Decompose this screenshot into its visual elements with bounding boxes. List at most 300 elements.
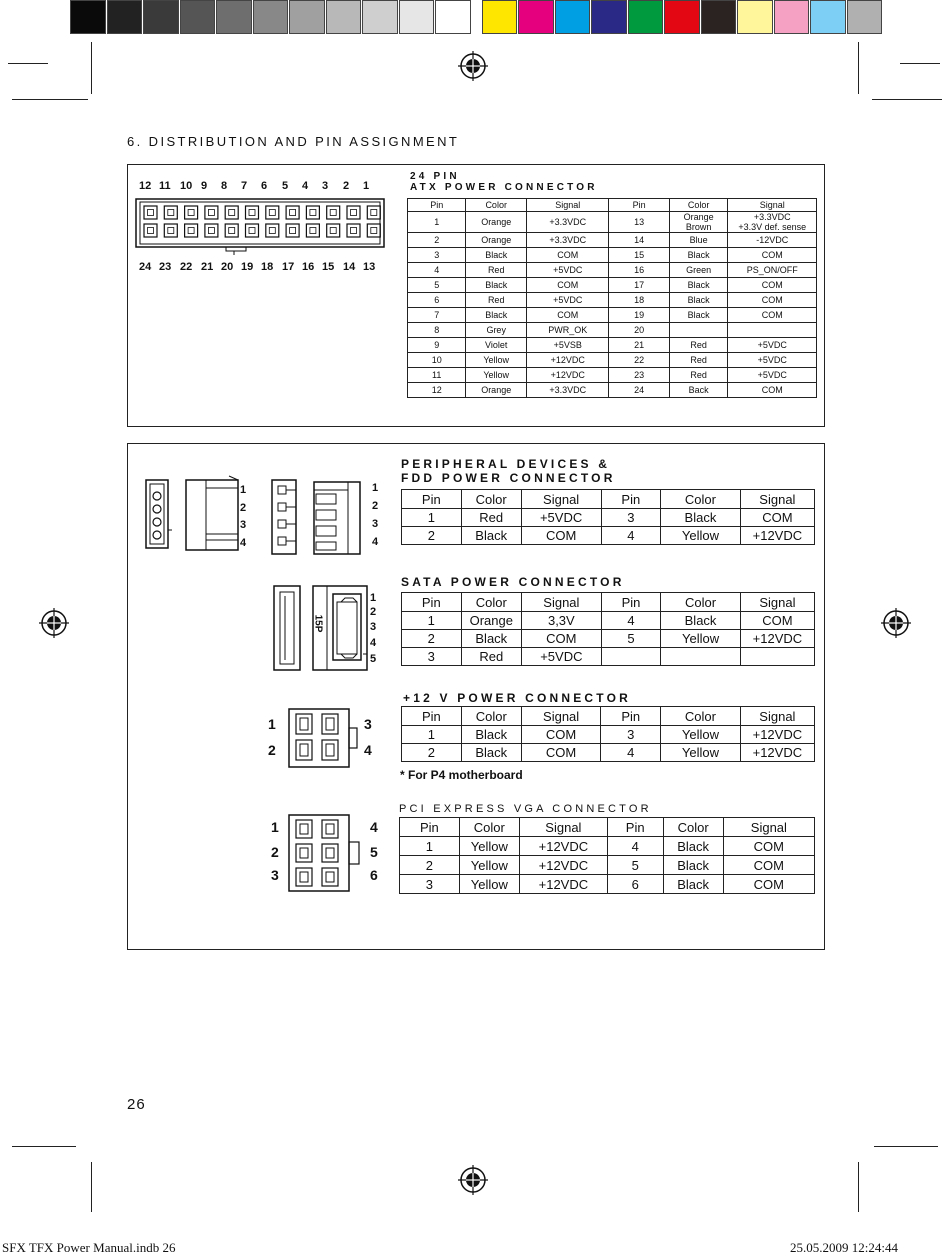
table-cell: 2 (402, 744, 462, 762)
table-row (400, 856, 815, 875)
peripheral-title-line2: FDD POWER CONNECTOR (401, 471, 616, 485)
color-swatch (180, 0, 216, 34)
sata-pin-table (401, 592, 815, 666)
table-cell: Black (461, 726, 521, 744)
table-cell: 2 (400, 856, 460, 875)
crop-mark (900, 63, 940, 64)
table-cell: +3.3VDC +3.3V def. sense (728, 212, 817, 233)
table-cell: Orange (466, 383, 527, 398)
pin-socket-inner (269, 210, 275, 216)
table-cell: Green (669, 263, 728, 278)
table-cell (740, 648, 814, 666)
swatch-gap (472, 0, 482, 38)
table-header-row (402, 593, 815, 612)
table-cell: COM (723, 875, 814, 894)
table-cell: COM (740, 509, 814, 527)
fdd-connector-icon (268, 476, 368, 556)
table-row (408, 263, 817, 278)
column-header: Signal (521, 490, 601, 509)
pin-socket (205, 206, 218, 219)
pin-number: 2 (372, 500, 379, 512)
p12v-title: +12 V POWER CONNECTOR (403, 691, 632, 705)
table-cell: 4 (601, 612, 661, 630)
p12v-connector-icon (286, 706, 360, 770)
pin-socket (347, 206, 360, 219)
table-cell: 4 (607, 837, 663, 856)
pin-socket-inner (330, 228, 336, 234)
pin-socket-inner (148, 210, 154, 216)
table-cell: Yellow (661, 726, 741, 744)
table-cell: 10 (408, 353, 466, 368)
table-cell: 5 (607, 856, 663, 875)
pin-number: 4 (302, 180, 309, 192)
table-row (400, 837, 815, 856)
table-cell: 24 (609, 383, 669, 398)
page-number: 26 (127, 1096, 146, 1113)
pcie-connector-icon (286, 812, 366, 894)
table-cell: 4 (408, 263, 466, 278)
table-cell: Grey (466, 323, 527, 338)
pin-number: 19 (241, 261, 254, 273)
pin-number: 8 (221, 180, 228, 192)
color-swatch (143, 0, 179, 34)
pin-socket-inner (371, 228, 377, 234)
table-cell: COM (740, 612, 814, 630)
pin-socket-inner (229, 228, 235, 234)
pin-socket (144, 224, 157, 237)
table-cell: Red (466, 263, 527, 278)
table-cell: 3 (601, 509, 661, 527)
atx24-pin-table (407, 198, 817, 398)
column-header: Signal (740, 707, 814, 726)
column-header: Signal (522, 593, 602, 612)
crop-mark (872, 99, 942, 100)
table-cell: COM (527, 278, 609, 293)
pin-socket (225, 224, 238, 237)
pin-number: 2 (370, 606, 377, 618)
column-header: Color (669, 199, 728, 212)
table-cell: +5VDC (522, 648, 602, 666)
table-cell: +5VDC (728, 368, 817, 383)
crop-mark (8, 63, 48, 64)
table-cell: 1 (408, 212, 466, 233)
pcie-title: PCI EXPRESS VGA CONNECTOR (399, 803, 652, 815)
table-cell: Blue (669, 233, 728, 248)
table-cell: 1 (402, 726, 462, 744)
table-cell: COM (728, 278, 817, 293)
pin-number: 1 (268, 716, 276, 732)
table-row (408, 248, 817, 263)
table-cell: -12VDC (728, 233, 817, 248)
pin-socket (185, 224, 198, 237)
table-cell: Black (466, 248, 527, 263)
pin-number: 3 (372, 518, 379, 530)
pin-socket-inner (330, 210, 336, 216)
pin-number: 2 (268, 742, 276, 758)
table-cell: Black (669, 293, 728, 308)
column-header: Pin (601, 707, 661, 726)
pin-socket-inner (249, 210, 255, 216)
table-cell: +12VDC (740, 744, 814, 762)
color-swatch (435, 0, 471, 34)
table-row (400, 875, 815, 894)
table-cell: COM (527, 308, 609, 323)
column-header: Pin (601, 490, 661, 509)
pin-number: 5 (370, 844, 378, 860)
sata-label-15p: 15P (312, 614, 324, 633)
color-swatch (737, 0, 773, 34)
pin-number: 23 (159, 261, 172, 273)
table-cell: COM (723, 856, 814, 875)
color-swatch (216, 0, 252, 34)
footer-timestamp: 25.05.2009 12:24:44 (790, 1240, 898, 1255)
table-cell: 3 (601, 726, 661, 744)
pcie-pin-table (399, 817, 815, 894)
pin-number: 4 (370, 819, 378, 835)
table-cell: +5VDC (527, 293, 609, 308)
table-cell: 20 (609, 323, 669, 338)
table-cell: COM (728, 383, 817, 398)
table-cell: +12VDC (519, 837, 607, 856)
table-cell: 9 (408, 338, 466, 353)
pin-number: 3 (364, 716, 372, 732)
table-cell: 6 (408, 293, 466, 308)
table-cell: 1 (402, 509, 462, 527)
table-cell: 1 (400, 837, 460, 856)
pin-socket (266, 206, 279, 219)
pin-number: 5 (282, 180, 289, 192)
pin-number: 3 (271, 867, 279, 883)
table-cell: Orange (466, 212, 527, 233)
column-header: Pin (601, 593, 661, 612)
table-cell: PS_ON/OFF (728, 263, 817, 278)
table-cell: +12VDC (519, 856, 607, 875)
table-cell: 3,3V (522, 612, 602, 630)
table-cell: Red (461, 648, 521, 666)
table-cell: Black (663, 837, 723, 856)
pin-number: 5 (370, 653, 377, 665)
pin-socket-inner (229, 210, 235, 216)
table-row (408, 293, 817, 308)
pin-number: 2 (240, 502, 247, 514)
pin-socket-inner (310, 228, 316, 234)
table-row (408, 233, 817, 248)
pin-socket-inner (249, 228, 255, 234)
column-header: Pin (408, 199, 466, 212)
column-header: Color (661, 593, 741, 612)
pin-number: 16 (302, 261, 315, 273)
crop-mark (858, 1162, 859, 1212)
table-header-row (402, 707, 815, 726)
color-swatch (774, 0, 810, 34)
column-header: Pin (402, 490, 462, 509)
table-cell: Black (663, 856, 723, 875)
molex-connector-icon (143, 474, 243, 554)
pin-number: 3 (240, 519, 247, 531)
column-header: Signal (521, 707, 601, 726)
table-cell: Violet (466, 338, 527, 353)
color-swatch (810, 0, 846, 34)
column-header: Pin (607, 818, 663, 837)
table-cell: 11 (408, 368, 466, 383)
table-cell: 3 (408, 248, 466, 263)
column-header: Pin (402, 593, 462, 612)
table-cell: Red (461, 509, 521, 527)
pin-socket (306, 206, 319, 219)
pin-number: 15 (322, 261, 335, 273)
table-row (408, 353, 817, 368)
pin-number: 22 (180, 261, 193, 273)
table-row (408, 323, 817, 338)
table-cell: +3.3VDC (527, 212, 609, 233)
table-cell: Yellow (661, 630, 741, 648)
pin-socket-inner (290, 228, 296, 234)
pin-socket (246, 206, 259, 219)
table-cell: 14 (609, 233, 669, 248)
pin-socket (327, 206, 340, 219)
pin-socket (286, 206, 299, 219)
column-header: Signal (723, 818, 814, 837)
atx24-connector-diagram-icon (134, 196, 386, 258)
table-cell: Black (461, 630, 521, 648)
table-cell: +5VDC (521, 509, 601, 527)
table-cell: 3 (402, 648, 462, 666)
pin-number: 9 (201, 180, 208, 192)
table-row (408, 368, 817, 383)
crop-mark (91, 42, 92, 94)
color-calibration-bar (70, 0, 883, 38)
pin-socket-inner (188, 228, 194, 234)
pin-socket (144, 206, 157, 219)
table-cell: COM (521, 527, 601, 545)
table-cell: +12VDC (519, 875, 607, 894)
pin-socket (327, 224, 340, 237)
pin-socket-inner (208, 210, 214, 216)
pin-number: 6 (370, 867, 378, 883)
pin-socket-inner (351, 210, 357, 216)
table-cell: 22 (609, 353, 669, 368)
pin-number: 1 (363, 180, 370, 192)
atx24-title-line2: ATX POWER CONNECTOR (410, 182, 598, 193)
table-cell: +12VDC (527, 368, 609, 383)
pin-socket (164, 224, 177, 237)
pin-number: 3 (322, 180, 329, 192)
pin-socket-inner (351, 228, 357, 234)
table-row (402, 612, 815, 630)
table-cell: Black (466, 308, 527, 323)
pin-number: 7 (241, 180, 248, 192)
crop-mark (12, 99, 88, 100)
table-cell: Black (661, 612, 741, 630)
pin-socket (164, 206, 177, 219)
column-header: Signal (740, 593, 814, 612)
table-cell: 1 (402, 612, 462, 630)
pin-number: 3 (370, 621, 377, 633)
table-cell: Black (661, 509, 741, 527)
table-row (402, 744, 815, 762)
table-cell: 2 (408, 233, 466, 248)
pin-socket (347, 224, 360, 237)
column-header: Color (461, 593, 521, 612)
table-row (402, 726, 815, 744)
column-header: Color (466, 199, 527, 212)
color-swatch (591, 0, 627, 34)
table-cell: 4 (601, 527, 661, 545)
table-header-row (402, 490, 815, 509)
pin-socket-inner (371, 210, 377, 216)
p4-note: * For P4 motherboard (400, 768, 523, 782)
table-cell: COM (723, 837, 814, 856)
table-cell: 5 (601, 630, 661, 648)
atx24-title-line1: 24 PIN (410, 171, 460, 182)
table-cell: Orange Brown (669, 212, 728, 233)
pin-socket (367, 224, 380, 237)
table-cell: +12VDC (527, 353, 609, 368)
table-row (408, 383, 817, 398)
table-cell: Black (461, 744, 521, 762)
pin-socket (266, 224, 279, 237)
table-cell: Orange (461, 612, 521, 630)
color-swatch (399, 0, 435, 34)
table-cell: +5VSB (527, 338, 609, 353)
pin-number: 6 (261, 180, 268, 192)
table-cell: 13 (609, 212, 669, 233)
pin-number: 10 (180, 180, 193, 192)
column-header: Pin (609, 199, 669, 212)
table-row (408, 278, 817, 293)
section-title: 6. DISTRIBUTION AND PIN ASSIGNMENT (127, 134, 460, 149)
table-row (408, 308, 817, 323)
table-row (402, 630, 815, 648)
table-cell: Orange (466, 233, 527, 248)
pin-socket-inner (168, 228, 174, 234)
table-cell: Yellow (661, 527, 741, 545)
table-cell: +3.3VDC (527, 383, 609, 398)
table-row (402, 648, 815, 666)
table-cell: Black (461, 527, 521, 545)
pin-socket-inner (310, 210, 316, 216)
column-header: Pin (402, 707, 462, 726)
color-swatch (326, 0, 362, 34)
table-cell: 23 (609, 368, 669, 383)
column-header: Color (459, 818, 519, 837)
table-cell: +5VDC (728, 353, 817, 368)
registration-mark-icon (458, 1165, 488, 1195)
pin-socket (205, 224, 218, 237)
table-cell: 2 (402, 630, 462, 648)
pin-socket-inner (269, 228, 275, 234)
pin-socket-inner (208, 228, 214, 234)
table-cell: 2 (402, 527, 462, 545)
column-header: Color (461, 490, 521, 509)
pin-number: 1 (240, 484, 247, 496)
table-cell: COM (521, 726, 601, 744)
pin-socket-inner (188, 210, 194, 216)
registration-mark-icon (39, 608, 69, 638)
column-header: Color (661, 490, 741, 509)
registration-mark-icon (458, 51, 488, 81)
pin-number: 20 (221, 261, 234, 273)
table-cell (601, 648, 661, 666)
table-cell: 3 (400, 875, 460, 894)
table-cell: Black (669, 308, 728, 323)
crop-mark (12, 1146, 76, 1147)
pin-socket (286, 224, 299, 237)
pin-number: 4 (372, 536, 379, 548)
sata-title: SATA POWER CONNECTOR (401, 575, 625, 589)
table-header-row (400, 818, 815, 837)
footer-file-info: SFX TFX Power Manual.indb 26 (2, 1240, 176, 1255)
table-cell: Back (669, 383, 728, 398)
pin-socket-inner (168, 210, 174, 216)
color-swatch (555, 0, 591, 34)
table-cell: Yellow (466, 368, 527, 383)
pin-number: 18 (261, 261, 274, 273)
table-cell: 8 (408, 323, 466, 338)
column-header: Signal (519, 818, 607, 837)
table-cell: COM (521, 744, 601, 762)
table-cell: Black (466, 278, 527, 293)
table-row (402, 509, 815, 527)
table-cell: COM (728, 308, 817, 323)
pin-socket (306, 224, 319, 237)
table-cell (669, 323, 728, 338)
pin-number: 21 (201, 261, 214, 273)
pin-number: 11 (159, 180, 171, 192)
table-cell: Black (663, 875, 723, 894)
table-cell: +12VDC (740, 527, 814, 545)
table-cell (661, 648, 741, 666)
table-cell: 17 (609, 278, 669, 293)
pin-number: 4 (364, 742, 372, 758)
color-swatch (253, 0, 289, 34)
p12v-pin-table (401, 706, 815, 762)
color-swatch (362, 0, 398, 34)
pin-socket (367, 206, 380, 219)
table-cell: 19 (609, 308, 669, 323)
table-cell: Red (669, 338, 728, 353)
table-cell: +5VDC (728, 338, 817, 353)
pin-number: 2 (343, 180, 350, 192)
pin-number: 13 (363, 261, 376, 273)
table-cell (728, 323, 817, 338)
table-header-row (408, 199, 817, 212)
table-cell: 6 (607, 875, 663, 894)
table-cell: Yellow (459, 856, 519, 875)
color-swatch (289, 0, 325, 34)
registration-mark-icon (881, 608, 911, 638)
table-cell: Red (669, 353, 728, 368)
table-cell: 18 (609, 293, 669, 308)
table-cell: +12VDC (740, 630, 814, 648)
color-swatch (847, 0, 883, 34)
table-cell: COM (728, 248, 817, 263)
column-header: Signal (527, 199, 609, 212)
pin-socket (185, 206, 198, 219)
table-cell: 5 (408, 278, 466, 293)
peripheral-pin-table (401, 489, 815, 545)
table-cell: Yellow (466, 353, 527, 368)
table-cell: PWR_OK (527, 323, 609, 338)
crop-mark (91, 1162, 92, 1212)
column-header: Color (663, 818, 723, 837)
table-cell: COM (527, 248, 609, 263)
table-cell: Yellow (459, 837, 519, 856)
table-cell: 12 (408, 383, 466, 398)
table-row (408, 212, 817, 233)
pin-number: 17 (282, 261, 295, 273)
table-cell: Black (669, 248, 728, 263)
